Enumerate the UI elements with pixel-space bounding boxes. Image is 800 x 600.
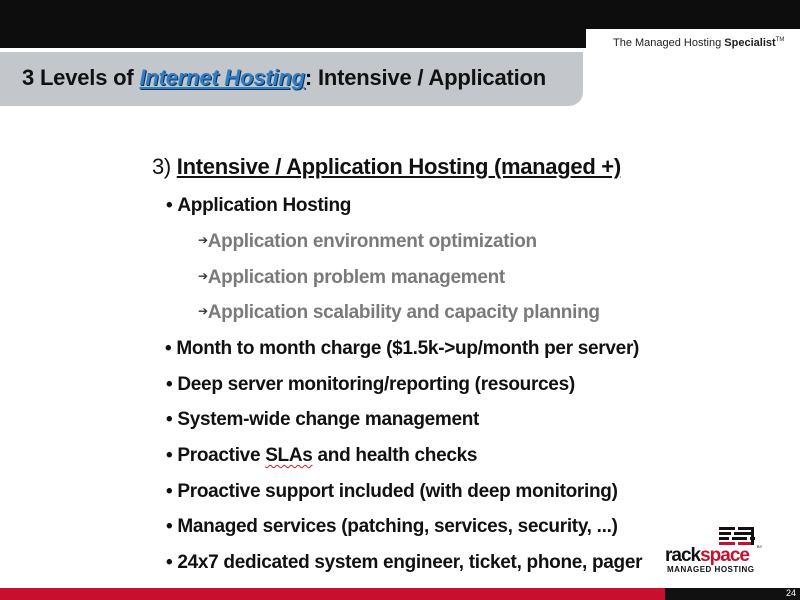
slide-title-suffix: : Intensive / Application bbox=[304, 65, 547, 90]
bullet-text-prefix: Proactive bbox=[177, 445, 266, 466]
bullet-dot: • bbox=[166, 374, 173, 395]
bullet-dot: • bbox=[166, 481, 173, 502]
logo-by: BY bbox=[757, 544, 763, 549]
bullet-month-charge bbox=[165, 338, 639, 360]
bullet-dot: • bbox=[166, 409, 173, 430]
arrow-icon: ➔ bbox=[198, 233, 208, 247]
section-heading-text: Intensive / Application Hosting (managed +) bbox=[176, 154, 621, 179]
bullet-text: Deep server monitoring/reporting (resources) bbox=[177, 374, 575, 395]
slide-title-prefix: 3 Levels of bbox=[22, 65, 140, 90]
bullet-dot: • bbox=[166, 445, 173, 466]
bullet-text: Application Hosting bbox=[177, 195, 352, 216]
sub-bullet-text: Application problem management bbox=[207, 267, 505, 288]
sub-bullet-optimization bbox=[198, 231, 537, 253]
bullet-dot: • bbox=[166, 195, 173, 216]
bullet-text-suffix: and health checks bbox=[312, 445, 478, 466]
logo-subtitle: MANAGED HOSTING bbox=[667, 565, 755, 574]
bullet-dot: • bbox=[166, 552, 173, 573]
bullet-application-hosting bbox=[166, 195, 351, 217]
tagline-bold: Specialist bbox=[724, 37, 776, 49]
logo-rack: rack bbox=[665, 545, 701, 566]
bullet-monitoring bbox=[166, 374, 575, 396]
tagline-prefix: The Managed Hosting bbox=[613, 37, 722, 49]
bullet-managed-services bbox=[166, 516, 618, 538]
bullet-text: 24x7 dedicated system engineer, ticket, phone, pager bbox=[177, 552, 643, 573]
bullet-proactive-support bbox=[166, 481, 618, 503]
bullet-text: Month to month charge ($1.5k->up/month per server) bbox=[176, 338, 640, 359]
slide-title-highlight: Internet Hosting bbox=[139, 65, 305, 90]
tagline bbox=[586, 29, 800, 51]
spellcheck-word: SLAs bbox=[265, 445, 313, 466]
section-number: 3) bbox=[152, 154, 171, 179]
tagline-trademark: TM bbox=[775, 37, 785, 43]
bullet-engineer bbox=[166, 552, 642, 574]
footer-red-bar bbox=[0, 588, 665, 600]
slide-title bbox=[22, 65, 546, 91]
arrow-icon: ➔ bbox=[198, 269, 208, 283]
bullet-text: Proactive support included (with deep monitoring) bbox=[177, 481, 618, 502]
bullet-dot: • bbox=[166, 516, 173, 537]
sub-bullet-problem-management bbox=[198, 267, 505, 289]
logo-space: space bbox=[700, 545, 749, 566]
page-number: 24 bbox=[785, 588, 796, 598]
bullet-text: Managed services (patching, services, security, ...) bbox=[177, 516, 618, 537]
bullet-change-management bbox=[166, 409, 479, 431]
arrow-icon: ➔ bbox=[198, 304, 208, 318]
section-heading bbox=[152, 154, 621, 180]
footer-black-bar bbox=[665, 588, 800, 600]
sub-bullet-scalability bbox=[198, 302, 600, 324]
bullet-dot: • bbox=[165, 338, 172, 359]
sub-bullet-text: Application environment optimization bbox=[207, 231, 537, 252]
bullet-text: System-wide change management bbox=[177, 409, 480, 430]
logo-wordmark bbox=[665, 545, 749, 567]
sub-bullet-text: Application scalability and capacity planning bbox=[207, 302, 600, 323]
bullet-slas bbox=[166, 445, 477, 467]
